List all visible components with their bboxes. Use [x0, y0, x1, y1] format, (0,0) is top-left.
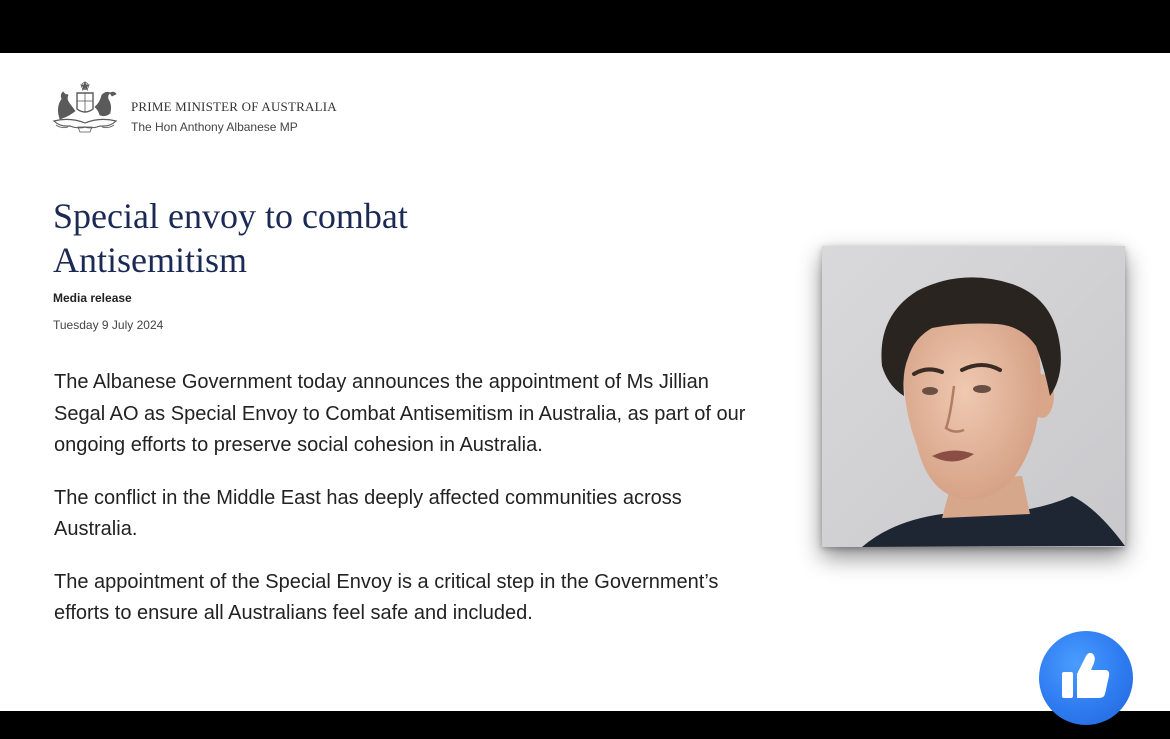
coat-of-arms-icon [50, 81, 120, 133]
bottom-letterbox [0, 711, 1170, 739]
page-title: Special envoy to combat Antisemitism [53, 196, 408, 280]
presenter-video[interactable] [822, 246, 1125, 547]
like-button[interactable] [1039, 631, 1133, 725]
thumbs-up-icon [1058, 648, 1114, 704]
minister-name: The Hon Anthony Albanese MP [131, 120, 298, 134]
release-date: Tuesday 9 July 2024 [53, 318, 164, 332]
media-release-page [0, 53, 1170, 711]
top-letterbox [0, 0, 1170, 53]
release-type-label: Media release [53, 291, 132, 305]
article-paragraph: The conflict in the Middle East has deeply affected communities across Australia. [54, 486, 682, 540]
article-body [54, 367, 754, 651]
office-title: PRIME MINISTER OF AUSTRALIA [131, 99, 337, 114]
article-paragraph: The Albanese Government today announces the appointment of Ms Jillian Segal AO as Special Envoy to Combat Antisemitism in Australia, as part of our ongoing efforts to preserve social cohesion in Australia. [54, 371, 746, 456]
article-paragraph: The appointment of the Special Envoy is a critical step in the Government’s efforts to ensure all Australians feel safe and included. [54, 570, 719, 624]
